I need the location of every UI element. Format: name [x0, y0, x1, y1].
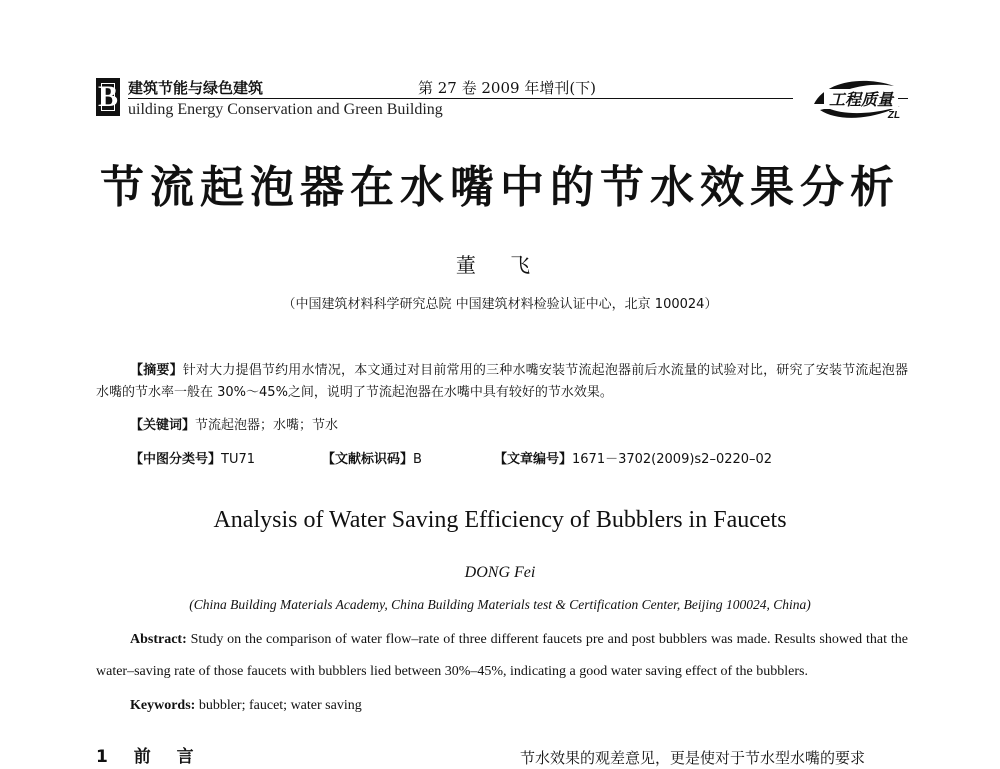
abstract-cn-text: 针对大力提倡节约用水情况，本文通过对目前常用的三种水嘴安装节流起泡器前后水流量的试验对比，研究了安装节流起泡器水嘴的节水率一般在 30%～45%之间，说明了节流起泡器在水嘴中具有较好的节水效果。 — [96, 363, 908, 400]
paper-title-en: Analysis of Water Saving Efficiency of Bubblers in Faucets — [213, 507, 787, 533]
affiliation-en: (China Building Materials Academy, China Building Materials test & Certification Center, Beijing 100024, China) — [189, 597, 811, 612]
author-cn: 董 飞 — [455, 253, 545, 277]
journal-title-cn: 建筑节能与绿色建筑 — [128, 79, 264, 97]
affiliation-cn: （中国建筑材料科学研究总院 中国建筑材料检验认证中心，北京 100024） — [282, 297, 718, 312]
abstract-en-label: Abstract: — [130, 632, 187, 647]
engineering-quality-logo — [808, 74, 908, 124]
abstract-en — [96, 624, 908, 688]
abstract-cn — [96, 360, 908, 404]
journal-logo-b: B — [96, 78, 120, 116]
keywords-en-label: Keywords: — [130, 698, 196, 713]
issue-info: 第 27 卷 2009 年增刊(下) — [418, 79, 597, 97]
clc-number: 【中图分类号】TU71 — [130, 452, 256, 467]
keywords-cn-label: 【关键词】 — [130, 418, 196, 433]
header-rule-left — [128, 98, 793, 99]
keywords-en-text: bubbler; faucet; water saving — [198, 698, 362, 713]
paper-title-cn: 节流起泡器在水嘴中的节水效果分析 — [100, 162, 900, 213]
keywords-cn — [130, 415, 942, 437]
author-en: DONG Fei — [464, 564, 536, 581]
abstract-cn-label: 【摘要】 — [130, 363, 183, 378]
article-number: 【文章编号】1671－3702(2009)s2–0220–02 — [494, 452, 773, 467]
keywords-cn-text: 节流起泡器；水嘴；节水 — [195, 418, 339, 433]
logo-text: 工程质量 — [828, 90, 894, 109]
logo-subtext: ZL — [887, 110, 901, 121]
keywords-en — [130, 690, 362, 722]
abstract-en-text: Study on the comparison of water flow–rate of three different faucets pre and post bubblers was made. Results showed that the water–saving rate of those faucets with bubblers lied between 30%–45%, indicating a good water saving effect of the bubblers. — [96, 632, 909, 679]
section-heading-introduction: 1 前 言 — [96, 747, 204, 767]
body-text-right-column: 节水效果的观差意见，更是使对于节水型水嘴的要求 — [520, 749, 866, 767]
journal-title-en: uilding Energy Conservation and Green Building — [128, 101, 443, 118]
document-code: 【文献标识码】B — [322, 452, 422, 467]
